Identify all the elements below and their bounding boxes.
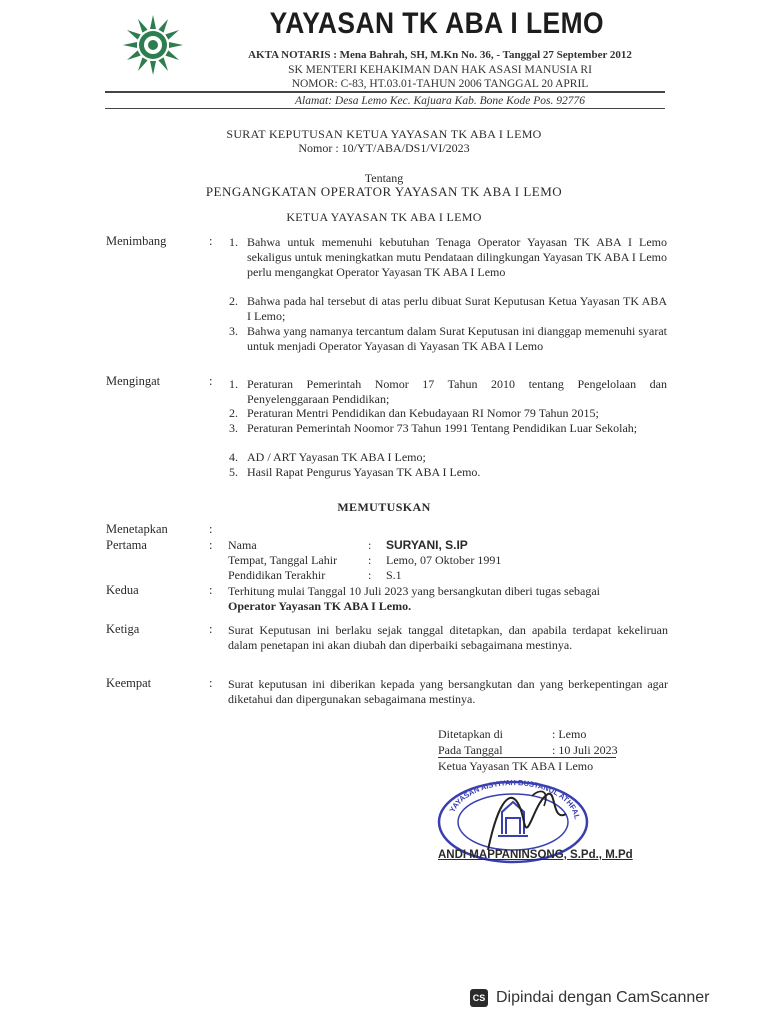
- kedua-text-2: Operator Yayasan TK ABA I Lemo.: [228, 599, 412, 613]
- menetapkan-label: Menetapkan: [106, 522, 168, 536]
- field-ttl-value: Lemo, 07 Oktober 1991: [386, 553, 502, 567]
- header-address: Alamat: Desa Lemo Kec. Kajuara Kab. Bone Kode Pos. 92776: [294, 95, 586, 107]
- sk-nomor: NOMOR: C-83, HT.03.01-TAHUN 2006 TANGGAL 20 APRIL: [291, 78, 589, 90]
- pertama-colon: :: [209, 538, 213, 552]
- field-pendidikan-label: Pendidikan Terakhir: [228, 568, 326, 582]
- signature-rule: [438, 757, 616, 758]
- signature-role: Ketua Yayasan TK ABA I Lemo: [438, 759, 594, 773]
- camscanner-watermark: [470, 980, 760, 1016]
- mengingat-colon: :: [209, 374, 213, 388]
- tanggal-value: : 10 Juli 2023: [552, 743, 618, 757]
- mengingat-label: Mengingat: [106, 374, 161, 388]
- mengingat-item-3: Peraturan Pemerintah Noomor 73 Tahun 1991 Tentang Pendidikan Luar Sekolah;: [247, 421, 638, 435]
- mengingat-num-2: 2.: [229, 406, 238, 420]
- menimbang-num-2: 2.: [229, 294, 238, 308]
- mengingat-item-1: Peraturan Pemerintah Nomor 17 Tahun 2010 tentang Pengelolaan dan Penyelenggaraan Pendidikan;: [247, 377, 667, 406]
- field-nama-colon: :: [368, 538, 372, 552]
- kedua-colon: :: [209, 583, 213, 597]
- menimbang-item-1: Bahwa untuk memenuhi kebutuhan Tenaga Operator Yayasan TK ABA I Lemo sekaligus untuk meningkatkan mutu Pendataan dilingkungan Yayasan TK ABA I Lemo perlu mengangkat Operator Yayasan TK ABA I Lemo: [247, 235, 667, 279]
- menimbang-item-3: Bahwa yang namanya tercantum dalam Surat Keputusan ini dianggap memenuhi syarat untuk menjadi Operator Yayasan di Yayasan TK ABA I Lemo: [247, 324, 667, 353]
- ditetapkan-label: Ditetapkan di: [438, 727, 503, 741]
- field-ttl-colon: :: [368, 553, 372, 567]
- menimbang-num-3: 3.: [229, 324, 238, 338]
- camscanner-label: Dipindai dengan CamScanner: [496, 989, 710, 1006]
- tentang-label: Tentang: [364, 171, 404, 185]
- mengingat-num-1: 1.: [229, 377, 238, 391]
- keempat-label: Keempat: [106, 676, 152, 690]
- menimbang-item-2: Bahwa pada hal tersebut di atas perlu dibuat Surat Keputusan Ketua Yayasan TK ABA I Lemo;: [247, 294, 667, 323]
- sk-menteri: SK MENTERI KEHAKIMAN DAN HAK ASASI MANUSIA RI: [288, 64, 592, 76]
- mengingat-item-2: Peraturan Mentri Pendidikan dan Kebudayaan RI Nomor 79 Tahun 2015;: [247, 406, 599, 420]
- ditetapkan-value: : Lemo: [552, 727, 587, 741]
- sk-number: Nomor : 10/YT/ABA/DS1/VI/2023: [298, 141, 470, 155]
- mengingat-item-5: Hasil Rapat Pengurus Yayasan TK ABA I Lemo.: [247, 465, 481, 479]
- ketua-heading: KETUA YAYASAN TK ABA I LEMO: [286, 210, 482, 224]
- header-rule-bottom: [105, 108, 665, 109]
- sk-subject: PENGANGKATAN OPERATOR YAYASAN TK ABA I LEMO: [205, 184, 563, 199]
- menimbang-label: Menimbang: [106, 234, 167, 248]
- tanggal-label: Pada Tanggal: [438, 743, 503, 757]
- camscanner-icon: CS: [470, 989, 488, 1007]
- menimbang-colon: :: [209, 234, 213, 248]
- kedua-label: Kedua: [106, 583, 139, 597]
- pertama-label: Pertama: [106, 538, 147, 552]
- header-rule-top: [105, 91, 665, 93]
- sk-title: SURAT KEPUTUSAN KETUA YAYASAN TK ABA I LEMO: [226, 127, 542, 141]
- menimbang-num-1: 1.: [229, 235, 238, 249]
- mengingat-num-4: 4.: [229, 450, 238, 464]
- field-nama-value: SURYANI, S.IP: [386, 538, 468, 552]
- keempat-text: Surat keputusan ini diberikan kepada yang bersangkutan dan yang berkepentingan agar diketahui dan dipergunakan sebagaimana mestinya.: [228, 677, 668, 706]
- field-nama-label: Nama: [228, 538, 257, 552]
- menetapkan-colon: :: [209, 522, 213, 536]
- svg-text:YAYASAN AISYIYAH BUSTANUL ATHF: YAYASAN AISYIYAH BUSTANUL ATHFAL: [447, 778, 582, 821]
- mengingat-num-3: 3.: [229, 421, 238, 435]
- akta-notaris: AKTA NOTARIS : Mena Bahrah, SH, M.Kn No. 36, - Tanggal 27 September 2012: [248, 49, 632, 61]
- ketiga-colon: :: [209, 622, 213, 636]
- memutuskan-heading: MEMUTUSKAN: [337, 500, 431, 514]
- field-pendidikan-value: S.1: [386, 568, 402, 582]
- ketiga-label: Ketiga: [106, 622, 140, 636]
- field-ttl-label: Tempat, Tanggal Lahir: [228, 553, 338, 567]
- org-name: YAYASAN TK ABA I LEMO: [269, 7, 605, 40]
- mengingat-num-5: 5.: [229, 465, 238, 479]
- field-pendidikan-colon: :: [368, 568, 372, 582]
- mengingat-item-4: AD / ART Yayasan TK ABA I Lemo;: [247, 450, 426, 464]
- kedua-text-1: Terhitung mulai Tanggal 10 Juli 2023 yang bersangkutan diberi tugas sebagai: [228, 584, 601, 598]
- keempat-colon: :: [209, 676, 213, 690]
- ketiga-text: Surat Keputusan ini berlaku sejak tanggal ditetapkan, dan apabila terdapat kekeliruan dalam penetapan ini akan diubah dan diperbaiki sebagaimana mestinya.: [228, 623, 668, 652]
- signatory-name: ANDI MAPPANINSONG, S.Pd., M.Pd: [438, 849, 633, 861]
